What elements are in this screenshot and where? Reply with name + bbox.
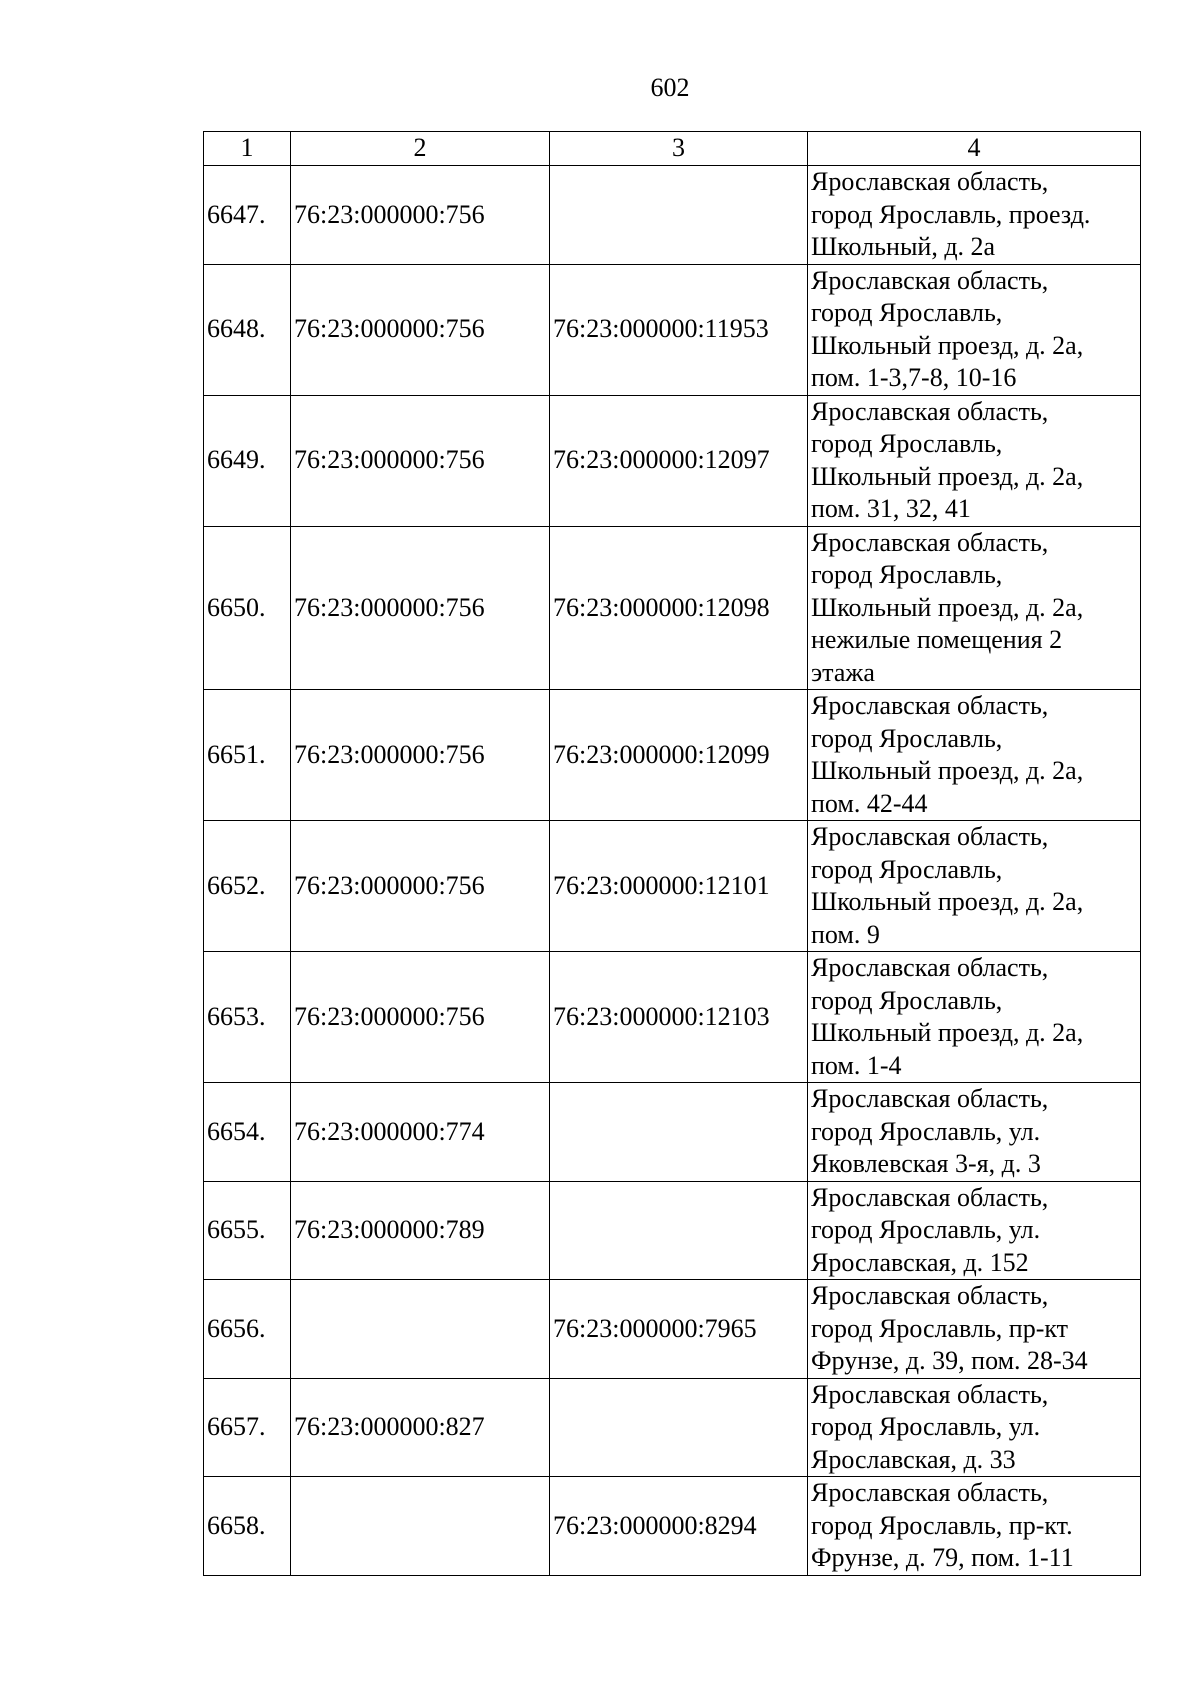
parcel-cadastral-cell: 76:23:000000:774 [291, 1083, 550, 1182]
table-row [204, 690, 1141, 821]
parcel-cadastral-cell: 76:23:000000:756 [291, 952, 550, 1083]
address-cell [808, 690, 1141, 821]
address-line: Ярославская область, [811, 953, 1049, 982]
row-number-cell: 6655. [204, 1181, 291, 1280]
address-cell [808, 1181, 1141, 1280]
table-row [204, 1181, 1141, 1280]
address-line: Ярославская, д. 152 [811, 1247, 1029, 1277]
address-line: Ярославская область, [811, 527, 1049, 557]
address-line: пом. 1-3,7-8, 10-16 [811, 363, 1017, 392]
table-row [204, 1378, 1141, 1477]
row-number-cell: 6657. [204, 1378, 291, 1477]
row-number-cell: 6651. [204, 690, 291, 821]
page-number: 602 [650, 73, 690, 102]
object-cadastral-cell: 76:23:000000:11953 [550, 264, 808, 395]
address-cell [808, 166, 1141, 265]
table-row [204, 1083, 1141, 1182]
address-line: Школьный проезд, д. 2а, [811, 887, 1084, 916]
address-cell [808, 821, 1141, 952]
object-cadastral-cell: 76:23:000000:12101 [550, 821, 808, 952]
table-row [204, 821, 1141, 952]
row-number-cell: 6649. [204, 395, 291, 526]
address-line: Школьный проезд, д. 2а, [811, 1018, 1084, 1047]
header-col-2: 2 [291, 132, 550, 166]
address-cell [808, 1477, 1141, 1576]
table-row [204, 395, 1141, 526]
address-line: город Ярославль, [811, 429, 1003, 458]
address-line: Ярославская область, [811, 396, 1049, 426]
table-row [204, 264, 1141, 395]
address-cell [808, 952, 1141, 1083]
address-line: Ярославская область, [811, 1379, 1049, 1409]
row-number-cell: 6647. [204, 166, 291, 265]
address-line: город Ярославль, [811, 560, 1003, 589]
registry-table [203, 131, 1141, 1576]
object-cadastral-cell: 76:23:000000:8294 [550, 1477, 808, 1576]
parcel-cadastral-cell: 76:23:000000:756 [291, 526, 550, 690]
parcel-cadastral-cell [291, 1280, 550, 1379]
address-cell [808, 1083, 1141, 1182]
object-cadastral-cell: 76:23:000000:12098 [550, 526, 808, 690]
table-row [204, 1280, 1141, 1379]
parcel-cadastral-cell: 76:23:000000:789 [291, 1181, 550, 1280]
table-header [204, 132, 1141, 166]
parcel-cadastral-cell: 76:23:000000:756 [291, 690, 550, 821]
address-line: Ярославская область, [811, 1281, 1049, 1310]
address-cell [808, 526, 1141, 690]
address-line: Фрунзе, д. 39, пом. 28-34 [811, 1346, 1088, 1375]
address-line: Школьный проезд, д. 2а, [811, 756, 1084, 785]
object-cadastral-cell: 76:23:000000:7965 [550, 1280, 808, 1379]
address-line: Ярославская область, [811, 1084, 1049, 1113]
address-line: город Ярославль, [811, 854, 1003, 884]
table-row [204, 1477, 1141, 1576]
address-line: этажа [811, 657, 875, 687]
address-line: город Ярославль, пр-кт. [811, 1510, 1073, 1540]
row-number-cell: 6650. [204, 526, 291, 690]
address-line: Ярославская область, [811, 1478, 1049, 1507]
address-cell [808, 264, 1141, 395]
address-line: Школьный проезд, д. 2а, [811, 330, 1084, 360]
header-col-1: 1 [204, 132, 291, 166]
address-line: город Ярославль, [811, 723, 1003, 753]
address-line: город Ярославль, ул. [811, 1215, 1041, 1244]
table-body [204, 166, 1141, 1576]
row-number-cell: 6656. [204, 1280, 291, 1379]
address-line: пом. 9 [811, 919, 880, 949]
parcel-cadastral-cell: 76:23:000000:827 [291, 1378, 550, 1477]
header-row [204, 132, 1141, 166]
address-line: город Ярославль, проезд. [811, 199, 1091, 229]
address-line: город Ярославль, [811, 298, 1003, 327]
address-line: пом. 42-44 [811, 788, 928, 818]
row-number-cell: 6653. [204, 952, 291, 1083]
address-cell [808, 395, 1141, 526]
address-line: пом. 1-4 [811, 1050, 902, 1080]
object-cadastral-cell [550, 1378, 808, 1477]
address-line: город Ярославль, ул. [811, 1412, 1041, 1441]
address-line: Школьный проезд, д. 2а, [811, 592, 1084, 622]
row-number-cell: 6654. [204, 1083, 291, 1182]
address-line: Ярославская, д. 33 [811, 1444, 1016, 1474]
header-col-3: 3 [550, 132, 808, 166]
address-line: Школьный, д. 2а [811, 232, 996, 261]
table-row [204, 952, 1141, 1083]
address-cell [808, 1280, 1141, 1379]
address-line: Фрунзе, д. 79, пом. 1-11 [811, 1543, 1074, 1572]
parcel-cadastral-cell: 76:23:000000:756 [291, 821, 550, 952]
object-cadastral-cell [550, 1083, 808, 1182]
address-line: пом. 31, 32, 41 [811, 494, 971, 523]
address-line: Ярославская область, [811, 1182, 1049, 1212]
header-col-4: 4 [808, 132, 1141, 166]
row-number-cell: 6648. [204, 264, 291, 395]
parcel-cadastral-cell: 76:23:000000:756 [291, 264, 550, 395]
parcel-cadastral-cell [291, 1477, 550, 1576]
object-cadastral-cell [550, 1181, 808, 1280]
address-line: город Ярославль, ул. [811, 1116, 1041, 1146]
object-cadastral-cell [550, 166, 808, 265]
address-line: Ярославская область, [811, 822, 1049, 851]
address-line: нежилые помещения 2 [811, 625, 1063, 654]
object-cadastral-cell: 76:23:000000:12103 [550, 952, 808, 1083]
address-line: Ярославская область, [811, 167, 1049, 196]
parcel-cadastral-cell: 76:23:000000:756 [291, 395, 550, 526]
address-line: Ярославская область, [811, 691, 1049, 720]
row-number-cell: 6658. [204, 1477, 291, 1576]
address-line: город Ярославль, пр-кт [811, 1313, 1069, 1343]
object-cadastral-cell: 76:23:000000:12099 [550, 690, 808, 821]
address-line: город Ярославль, [811, 985, 1003, 1015]
address-line: Школьный проезд, д. 2а, [811, 461, 1084, 491]
address-line: Яковлевская 3-я, д. 3 [811, 1149, 1041, 1178]
table-row [204, 166, 1141, 265]
row-number-cell: 6652. [204, 821, 291, 952]
object-cadastral-cell: 76:23:000000:12097 [550, 395, 808, 526]
address-line: Ярославская область, [811, 265, 1049, 295]
parcel-cadastral-cell: 76:23:000000:756 [291, 166, 550, 265]
address-cell [808, 1378, 1141, 1477]
table-row [204, 526, 1141, 690]
